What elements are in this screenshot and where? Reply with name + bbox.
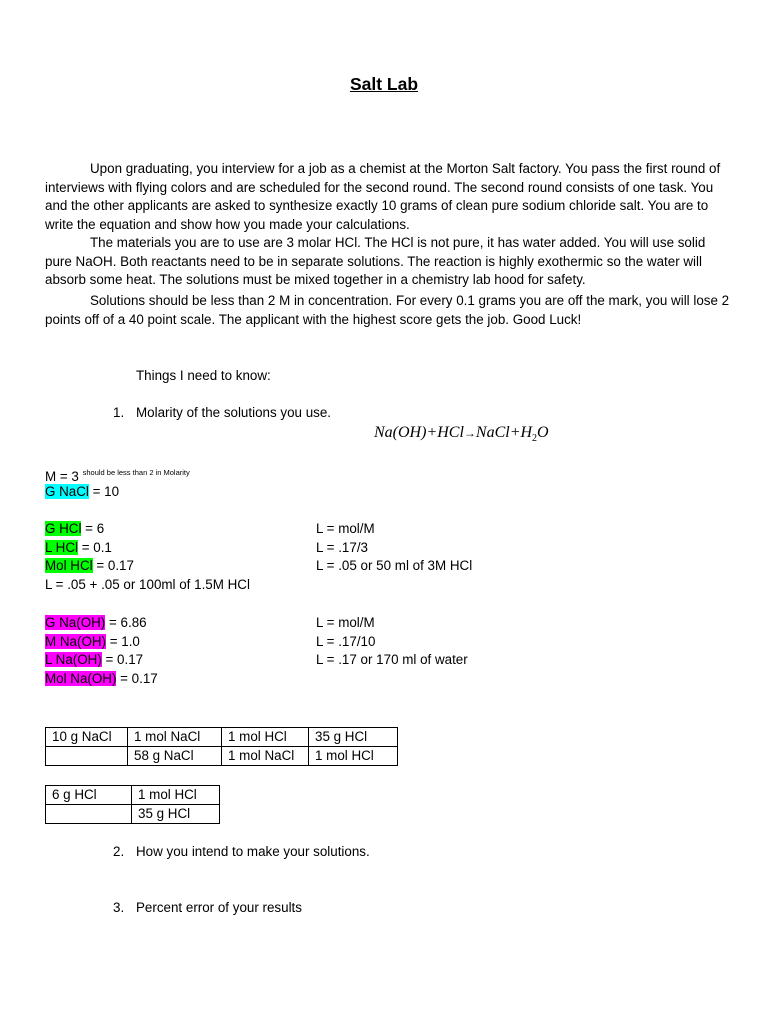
right-naoh-line-2: L = .17/10	[316, 634, 376, 649]
table-cell	[46, 747, 128, 766]
g-naoh-line	[45, 614, 147, 632]
table-cell: 35 g HCl	[132, 805, 220, 824]
paragraph-intro	[45, 160, 735, 235]
mol-hcl-value: = 0.17	[92, 558, 134, 573]
table-cell: 10 g NaCl	[46, 728, 128, 747]
mol-naoh-label: Mol Na(OH)	[45, 671, 117, 686]
g-nacl-value: = 10	[88, 484, 120, 499]
l-hcl-line	[45, 539, 112, 557]
molarity-note: should be less than 2 in Molarity	[82, 468, 190, 477]
equation-o: O	[537, 424, 549, 441]
g-naoh-value: = 6.86	[105, 615, 147, 630]
table-cell: 35 g HCl	[309, 728, 398, 747]
m-naoh-line	[45, 633, 140, 651]
l-hcl-value: = 0.1	[78, 540, 112, 555]
right-naoh-line-3: L = .17 or 170 ml of water	[316, 652, 468, 667]
list-item-1: Molarity of the solutions you use.	[136, 405, 332, 420]
l-naoh-value: = 0.17	[101, 652, 144, 667]
paragraph-rules-text: Solutions should be less than 2 M in concentration. For every 0.1 grams you are off the mark, you will lose 2 points off of a 40 point scale. The applicant with the highest score gets the job. Good Luck!	[45, 293, 730, 327]
table-cell: 1 mol HCl	[222, 728, 309, 747]
table-row	[46, 747, 398, 766]
list-item-2: How you intend to make your solutions.	[136, 844, 370, 859]
equation-na: Na	[374, 424, 393, 441]
right-hcl-line-1: L = mol/M	[316, 521, 375, 536]
m-naoh-label: M Na(OH)	[45, 634, 106, 649]
g-nacl-line	[45, 483, 119, 501]
list-item-2-number: 2.	[113, 844, 125, 859]
equation-products: NaCl+H	[475, 424, 533, 441]
mol-hcl-label: Mol HCl	[45, 558, 93, 573]
m-naoh-value: = 1.0	[106, 634, 140, 649]
list-item-3: Percent error of your results	[136, 900, 302, 915]
table-row	[46, 728, 398, 747]
g-hcl-label: G HCl	[45, 521, 82, 536]
table-cell: 6 g HCl	[46, 786, 132, 805]
l-naoh-label: L Na(OH)	[45, 652, 102, 667]
equation-subscript: 2	[532, 433, 538, 445]
chemical-equation	[374, 423, 549, 449]
table-cell: 1 mol NaCl	[222, 747, 309, 766]
mol-naoh-value: = 0.17	[116, 671, 158, 686]
equation-hcl: +HCl	[426, 424, 464, 441]
g-hcl-line	[45, 520, 104, 538]
table-cell: 1 mol NaCl	[128, 728, 222, 747]
equation-arrow: →	[463, 426, 476, 440]
paragraph-intro-text: Upon graduating, you interview for a job as a chemist at the Morton Salt factory. You pass the first round of interviews with flying colors and are scheduled for the second round. The second round consists of one task. You and the other applicants are asked to synthesize exactly 10 grams of clean pure sodium chloride salt. You are to write the equation and show how you made your calculations.	[45, 161, 721, 233]
conversion-table-nacl	[45, 727, 398, 766]
conversion-table-hcl	[45, 785, 220, 824]
table-cell: 1 mol HCl	[309, 747, 398, 766]
mol-naoh-line	[45, 670, 158, 688]
l-naoh-line	[45, 651, 143, 669]
g-naoh-label: G Na(OH)	[45, 615, 106, 630]
g-hcl-value: = 6	[81, 521, 105, 536]
need-to-know-heading: Things I need to know:	[136, 368, 271, 383]
equation-oh: (OH)	[392, 424, 427, 441]
paragraph-materials	[45, 234, 735, 290]
table-row	[46, 805, 220, 824]
right-naoh-line-1: L = mol/M	[316, 615, 375, 630]
table-cell: 58 g NaCl	[128, 747, 222, 766]
right-hcl-line-3: L = .05 or 50 ml of 3M HCl	[316, 558, 473, 573]
molarity-value: M = 3	[45, 469, 79, 484]
right-hcl-line-2: L = .17/3	[316, 540, 368, 555]
paragraph-rules	[45, 292, 735, 329]
table-row	[46, 786, 220, 805]
table-cell: 1 mol HCl	[132, 786, 220, 805]
document-title: Salt Lab	[349, 74, 419, 94]
mol-hcl-line	[45, 557, 134, 575]
l-total-line: L = .05 + .05 or 100ml of 1.5M HCl	[45, 577, 250, 592]
list-item-1-number: 1.	[113, 405, 125, 420]
paragraph-materials-text: The materials you are to use are 3 molar HCl. The HCl is not pure, it has water added. You will use solid pure NaOH. Both reactants need to be in separate solutions. The reaction is highly exothermic so the water will absorb some heat. The solutions must be mixed together in a chemistry lab hood for safety.	[45, 235, 706, 288]
table-cell	[46, 805, 132, 824]
list-item-3-number: 3.	[113, 900, 125, 915]
l-hcl-label: L HCl	[45, 540, 78, 555]
g-nacl-label: G NaCl	[45, 484, 89, 499]
